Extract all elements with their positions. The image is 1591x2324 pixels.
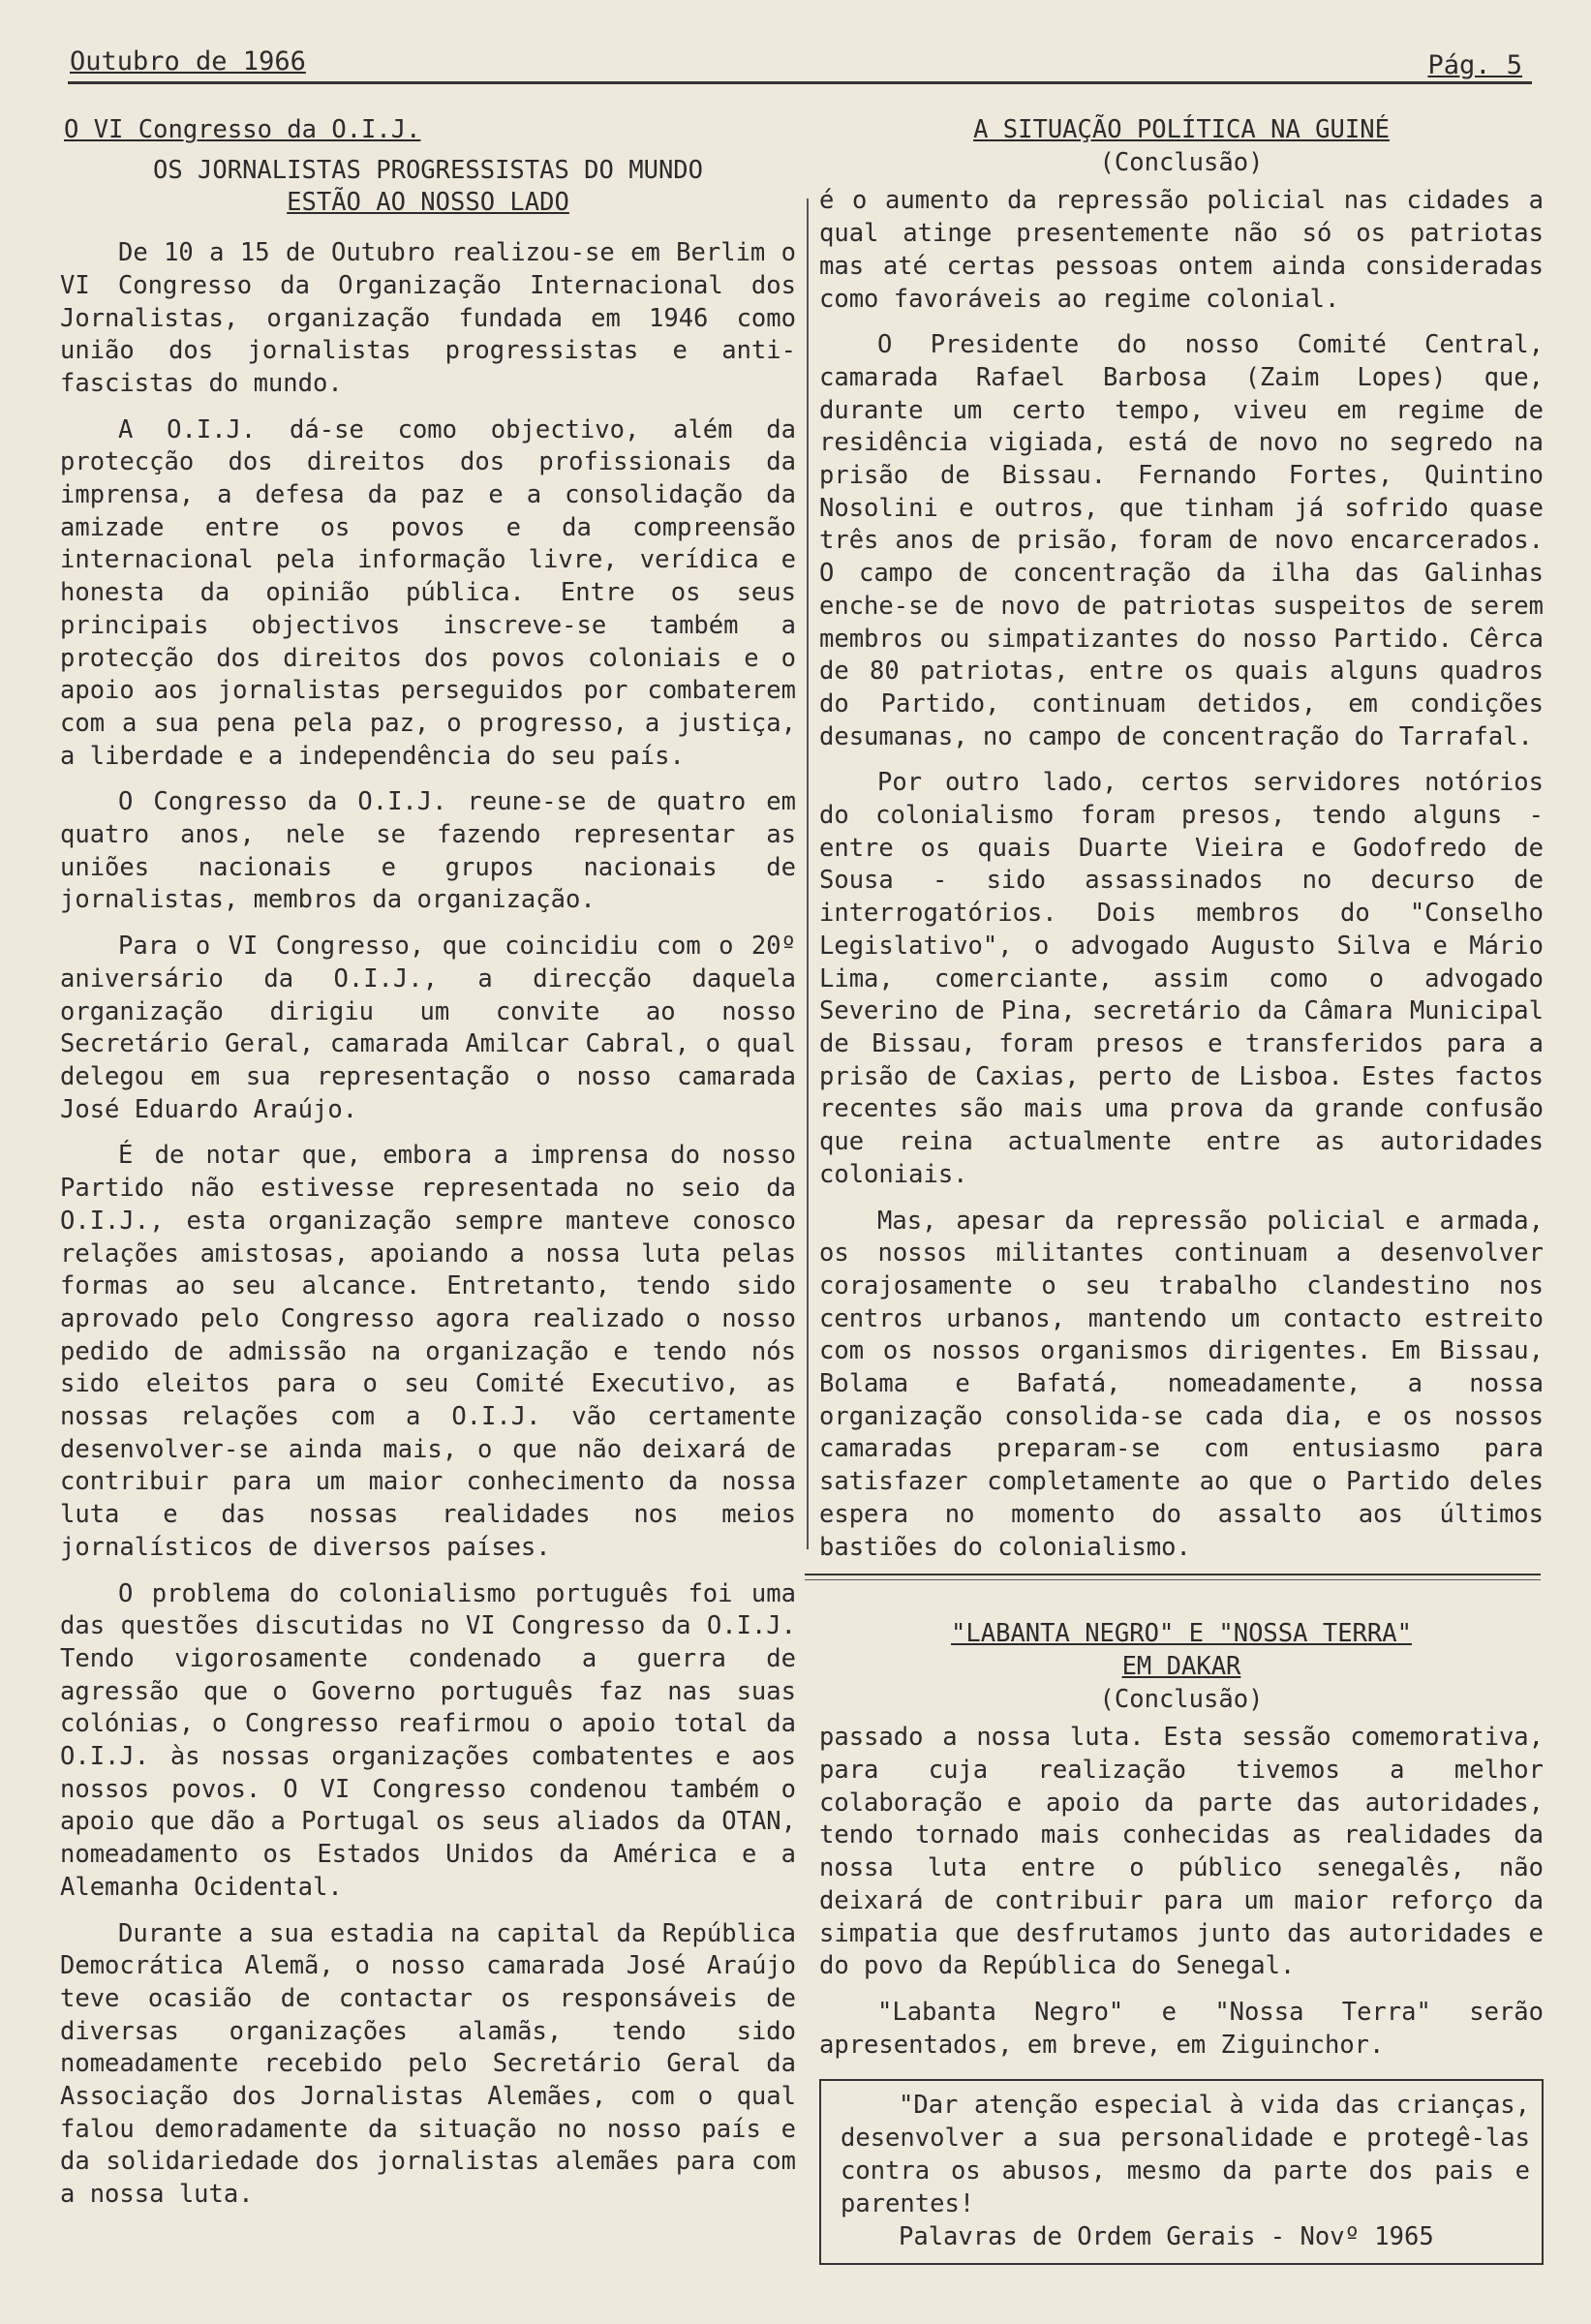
headline-line-1: OS JORNALISTAS PROGRESSISTAS DO MUNDO xyxy=(152,155,704,185)
article-2-title-line-1: "LABANTA NEGRO" E "NOSSA TERRA" xyxy=(951,1619,1412,1649)
article-1-title: A SITUAÇÃO POLÍTICA NA GUINÉ xyxy=(973,115,1390,144)
column-divider xyxy=(807,199,809,1549)
left-paragraph: Durante a sua estadia na capital da República Democrática Alemã, o nosso camarada José Araújo teve ocasião de contactar os responsáveis de diversas organizações alamãs, tendo sido nomeadamente recebido pelo Secretário Geral da Associação dos Jornalistas Alemães, com o qual falou demoradamente da situação no nosso país e da solidariedade dos jornalistas alemães para com a nossa luta. xyxy=(60,1918,796,2210)
right-paragraph: Mas, apesar da repressão policial e armada, os nossos militantes continuam a desenvolver corajosamente o seu trabalho clandestino nos centros urbanos, mantendo um contacto estreito com os nossos organismos dirigentes. Em Bissau, Bolama e Bafatá, nomeadamente, a nossa organização consolida-se cada dia, e os nossos camaradas preparam-se com entusiasmo para satisfazer completamente ao que o Partido deles espera no momento do assalto aos últimos bastiões do colonialismo. xyxy=(819,1206,1544,1562)
right-paragraph: "Labanta Negro" e "Nossa Terra" serão apresentados, em breve, em Ziguinchor. xyxy=(819,1997,1544,2060)
quote-source: Palavras de Ordem Gerais - Novº 1965 xyxy=(899,2222,1434,2252)
article-separator xyxy=(805,1574,1541,1580)
issue-date: Outubro de 1966 xyxy=(70,46,306,76)
left-column xyxy=(60,114,796,2225)
headline-line-2-text: ESTÃO AO NOSSO LADO xyxy=(287,188,569,218)
right-paragraph: O Presidente do nosso Comité Central, camarada Rafael Barbosa (Zaim Lopes) que, durante um certo tempo, viveu em regime de residência vigiada, está de novo no segredo na prisão de Bissau. Fernando Fortes, Quintino Nosolini e outros, que tinham já sofrido quase três anos de prisão, foram de novo encarcerados. O campo de concentração da ilha das Galinhas enche-se de novo de patriotas suspeitos de serem membros ou simpatizantes do nosso Partido. Cêrca de 80 patriotas, entre os quais alguns quadros do Partido, continuam detidos, em condições desumanas, no campo de concentração do Tarrafal. xyxy=(819,330,1544,751)
article-2-title-line-2: EM DAKAR xyxy=(1121,1651,1241,1681)
quote-text: "Dar atenção especial à vida das crianças, desenvolver a sua personalidade e protegê-las contra os abusos, mesmo da parte dos pais e parentes! xyxy=(841,2091,1530,2219)
right-paragraph: passado a nossa luta. Esta sessão comemorativa, para cuja realização tivemos a melhor colaboração e apoio da parte das autoridades, tendo tornado mais conhecidas as realidades da nossa luta entre o público senegalês, não deixará de contribuir para um maior reforço da simpatia que desfrutamos junto das autoridades e do povo da República do Senegal. xyxy=(819,1723,1544,1981)
section-title: O VI Congresso da O.I.J. xyxy=(64,115,421,144)
quote-box xyxy=(819,2079,1544,2265)
left-paragraph: O Congresso da O.I.J. reune-se de quatro em quatro anos, nele se fazendo representar as uniões nacionais e grupos nacionais de jornalistas, membros da organização. xyxy=(60,787,796,915)
right-paragraph: é o aumento da repressão policial nas cidades a qual atinge presentemente não só os patriotas mas até certas pessoas ontem ainda consideradas como favoráveis ao regime colonial. xyxy=(819,186,1544,314)
article-2-subtitle: (Conclusão) xyxy=(1099,1684,1264,1714)
page-header xyxy=(68,46,1532,84)
page-number: Pág. 5 xyxy=(1427,50,1522,80)
left-paragraph: É de notar que, embora a imprensa do nosso Partido não estivesse representada no seio da O.I.J., esta organização sempre manteve conosco relações amistosas, apoiando a nossa luta pelas formas ao seu alcance. Entretanto, tendo sido aprovado pelo Congresso agora realizado o nosso pedido de admissão na organização e tendo nós sido eleitos para o seu Comité Executivo, as nossas relações com a O.I.J. vão certamente desenvolver-se ainda mais, o que não deixará de contribuir para um maior conhecimento da nossa luta e das nossas realidades nos meios jornalísticos de diversos países. xyxy=(60,1141,796,1562)
left-paragraph: Para o VI Congresso, que coincidiu com o 20º aniversário da O.I.J., a direcção daquela organização dirigiu um convite ao nosso Secretário Geral, camarada Amilcar Cabral, o qual delegou em sua representação o nosso camarada José Eduardo Araújo. xyxy=(60,932,796,1124)
left-paragraph: O problema do colonialismo português foi uma das questões discutidas no VI Congresso da O.I.J. Tendo vigorosamente condenado a guerra de agressão que o Governo português faz nas suas colónias, o Congresso reafirmou o apoio total da O.I.J. às nossas organizações combatentes e aos nossos povos. O VI Congresso condenou também o apoio que dão a Portugal os seus aliados da OTAN, nomeadamento os Estados Unidos da América e a Alemanha Ocidental. xyxy=(60,1578,796,1902)
right-column xyxy=(819,114,1544,2265)
right-paragraph: Por outro lado, certos servidores notórios do colonialismo foram presos, tendo alguns - entre os quais Duarte Vieira e Godofredo de Sousa - sido assassinados no decurso de interrogatórios. Dois membros do "Conselho Legislativo", o advogado Augusto Silva e Mário Lima, comerciante, assim como o advogado Severino de Pina, secretário da Câmara Municipal de Bissau, foram presos e transferidos para a prisão de Caxias, perto de Lisboa. Estes factos recentes são mais uma prova da grande confusão que reina actualmente entre as autoridades coloniais. xyxy=(819,768,1544,1189)
article-gap xyxy=(819,1577,1544,1618)
article-1-subtitle: (Conclusão) xyxy=(1099,147,1264,177)
headline-line-2 xyxy=(60,187,796,220)
left-paragraph: De 10 a 15 de Outubro realizou-se em Berlim o VI Congresso da Organização Internacional dos Jornalistas, organização fundada em 1946 como união dos jornalistas progressistas e anti-fascistas do mundo. xyxy=(60,238,796,398)
spacer xyxy=(60,220,796,237)
left-paragraph: A O.I.J. dá-se como objectivo, além da protecção dos direitos dos profissionais da imprensa, a defesa da paz e a consolidação da amizade entre os povos e da compreensão internacional pela informação livre, verídica e honesta da opinião pública. Entre os seus principais objectivos inscreve-se também a protecção dos direitos dos povos coloniais e o apoio aos jornalistas perseguidos por combaterem com a sua pena pela paz, o progresso, a justiça, a liberdade e a independência do seu país. xyxy=(60,414,796,771)
